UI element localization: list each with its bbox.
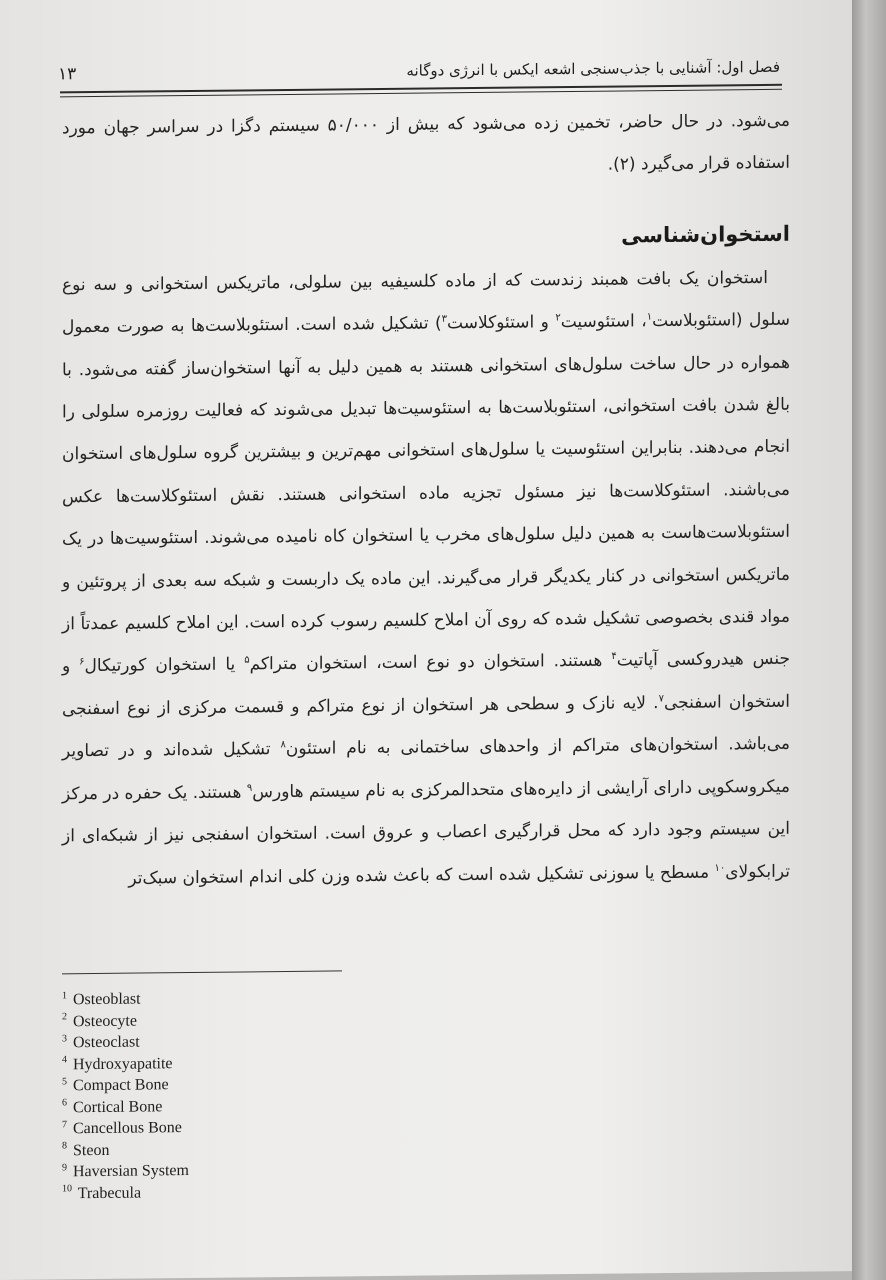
footnote-marker: ۳ bbox=[441, 313, 448, 325]
paragraph-run: مسطح یا سوزنی تشکیل شده است که باعث شده وزن کلی اندام استخوان سبک‌تر bbox=[128, 862, 715, 889]
footnote-term: Haversian System bbox=[69, 1162, 189, 1181]
footnote-term: Trabecula bbox=[74, 1184, 142, 1202]
page-number: ۱۳ bbox=[58, 64, 77, 85]
body-text bbox=[62, 100, 790, 901]
footnote-marker: ۹ bbox=[246, 782, 253, 794]
page-edge-shadow bbox=[852, 0, 886, 1280]
footnote-separator bbox=[62, 970, 342, 974]
footnote-marker: ۷ bbox=[658, 693, 664, 705]
chapter-title: فصل اول: آشنایی با جذب‌سنجی اشعه ایکس با انرژی دوگانه bbox=[406, 57, 780, 80]
footnote-number: 2 bbox=[62, 1011, 67, 1023]
footnote-number: 5 bbox=[62, 1075, 67, 1088]
footnote-number: 6 bbox=[62, 1097, 67, 1109]
intro-paragraph: می‌شود. در حال حاضر، تخمین زده می‌شود که بیش از ۵۰/۰۰۰ سیستم دگزا در سراسر جهان مورد استفاده قرار می‌گیرد (۲). bbox=[62, 110, 790, 176]
paragraph-run: یا استخوان کورتیکال bbox=[84, 654, 245, 677]
footnote-term: Compact Bone bbox=[69, 1076, 169, 1095]
footnote-item bbox=[62, 1179, 462, 1205]
paragraph-run: هستند. یک حفره در مرکز این سیستم وجود دارد که محل قرارگیری اعصاب و عروق است. استخوان اسفنجی نیز از شبکه‌ای از ترابکولای bbox=[62, 782, 790, 882]
footnote-marker: ۴ bbox=[611, 651, 617, 663]
footnote-number: 10 bbox=[62, 1183, 72, 1195]
paragraph-run: تشکیل شده‌اند و در تصاویر میکروسکوپی دارای آرایشی از دایره‌های متحدالمرکزی به نام سیستم هاورس bbox=[62, 739, 791, 803]
footnote-term: Cancellous Bone bbox=[69, 1119, 182, 1138]
section-heading: استخوان‌شناسی bbox=[621, 221, 790, 248]
footnote-marker: ۲ bbox=[555, 312, 561, 324]
footnote-marker: ۱ bbox=[646, 311, 653, 323]
footnote-number: 1 bbox=[62, 989, 67, 1002]
paragraph-run: . لایه نازک و سطحی هر استخوان از نوع متراکم و قسمت مرکزی از نوع اسفنجی می‌باشد. استخوان‌های متراکم از واحدهای ساختمانی به نام استئون bbox=[62, 692, 790, 760]
footnote-number: 7 bbox=[62, 1118, 67, 1131]
paragraph-run: و استئوکلاست bbox=[447, 312, 556, 334]
footnote-term: Osteoclast bbox=[69, 1033, 140, 1052]
footnote-term: Cortical Bone bbox=[69, 1097, 163, 1116]
footnote-marker: ۵ bbox=[244, 655, 250, 667]
footnote-marker: ۶ bbox=[79, 656, 85, 668]
footnote-marker: ۸ bbox=[280, 739, 286, 751]
footnote-number: 4 bbox=[62, 1054, 67, 1066]
footnote-term: Hydroxyapatite bbox=[69, 1054, 173, 1073]
footnote-number: 3 bbox=[62, 1032, 67, 1045]
footnote-number: 9 bbox=[62, 1161, 67, 1174]
footnote-number: 8 bbox=[62, 1140, 67, 1152]
paragraph-run: هستند. استخوان دو نوع است، استخوان متراکم bbox=[249, 651, 612, 675]
footnote-term: Osteoblast bbox=[69, 990, 141, 1009]
footnote-term: Osteocyte bbox=[69, 1012, 137, 1030]
paragraph-run: ، استئوسیت bbox=[560, 311, 647, 333]
footnote-term: Steon bbox=[69, 1141, 110, 1159]
footnote-marker: ۱۰ bbox=[714, 862, 726, 874]
footnote-list bbox=[62, 985, 462, 1204]
paragraph-run: و استخوان اسفنجی bbox=[62, 656, 790, 713]
bone-paragraph bbox=[62, 257, 790, 901]
paragraph-run: استخوان یک بافت همبند زندست که از ماده کلسیفیه بین سلولی، ماتریکس استخوانی و سه نوع سلول (استئوبلاست bbox=[62, 267, 790, 332]
paragraph-run: ) تشکیل شده است. استئوبلاست‌ها به صورت معمول همواره در حال ساخت سلول‌های استخوانی هستند به همین دلیل به آنها استخوان‌ساز گفته می‌شود. با بالغ شدن بافت استخوانی، استئوبلاست‌ها به استئوسیت‌ها تبدیل می‌شوند که فعالیت روزمره سلولی را انجام می‌دهند. بنابراین استئوسیت یا سلول‌های استخوانی مهم‌ترین و بیشترین گروه سلول‌های استخوان می‌باشند. استئوکلاست‌ها نیز مسئول تجزیه ماده استخوانی هستند. نقش استئوکلاست‌ها عکس استئوبلاست‌هاست به همین دلیل سلول‌های مخرب یا استخوان کاه نامیده می‌شوند. استئوسیت‌ها در یک ماتریکس استخوانی در کنار یکدیگر قرار می‌گیرند. این ماده یک داربست و شبکه سه بعدی از پروتئین و مواد قندی بخصوصی تشکیل شده که روی آن املاح کلسیم رسوب کرده است. این املاح کلسیم عمدتاً از جنس هیدروکسی آپاتیت bbox=[62, 313, 790, 672]
